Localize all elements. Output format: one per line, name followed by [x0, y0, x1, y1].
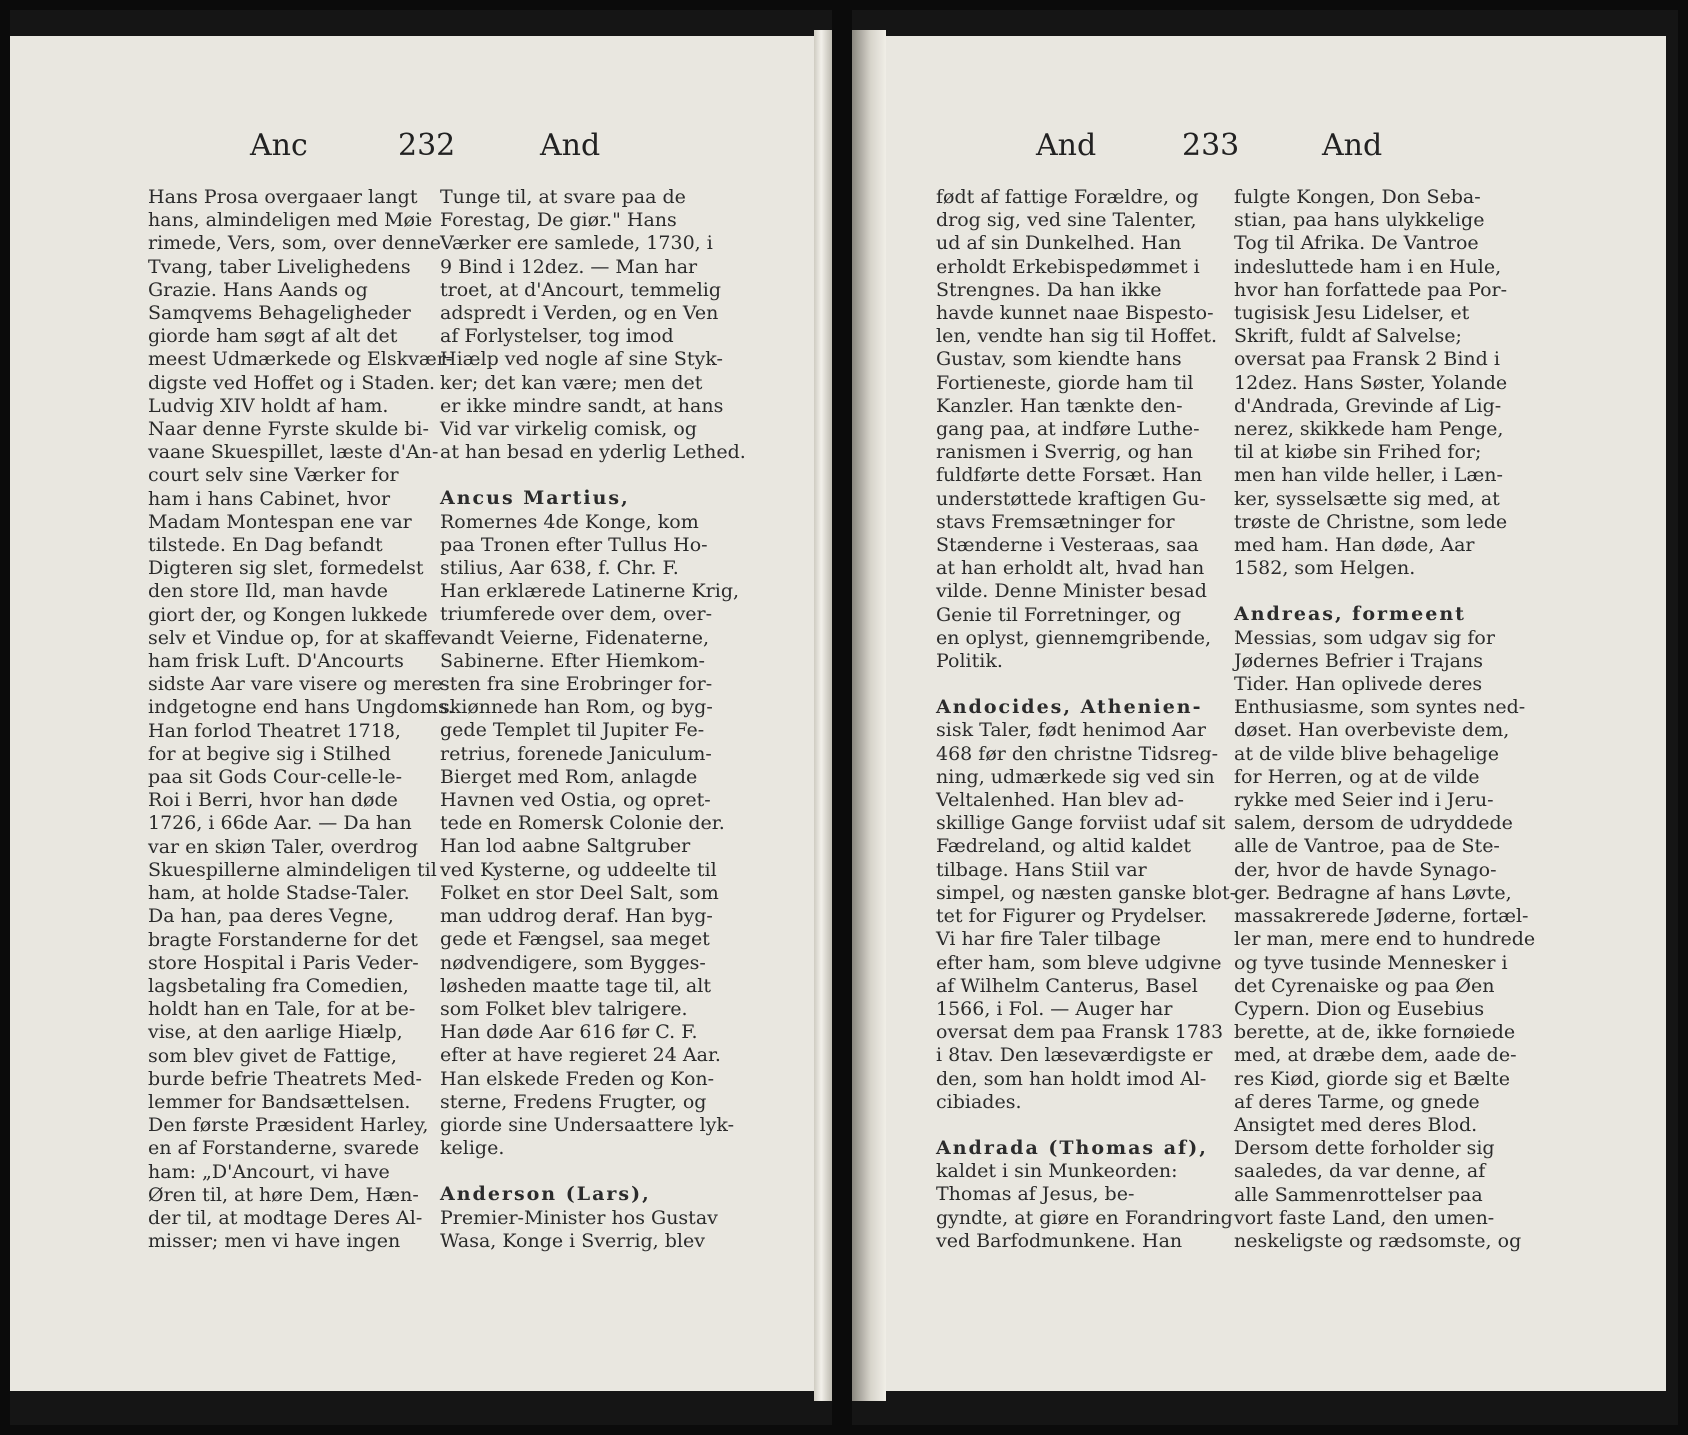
- text-line: Bierget med Rom, anlagde: [440, 765, 698, 788]
- text-line: alle de Vantroe, paa de Ste-: [1234, 835, 1500, 858]
- text-line: skillige Gange forviist udaf sit: [936, 812, 1226, 835]
- text-line: Værker ere samlede, 1730, i: [440, 232, 713, 255]
- text-line: burde befrie Theatrets Med-: [148, 1067, 422, 1090]
- text-line: Romernes 4de Konge, kom: [440, 510, 699, 533]
- text-line: salem, dersom de udryddede: [1234, 812, 1513, 835]
- text-line: rykke med Seier ind i Jeru-: [1234, 789, 1494, 812]
- text-line: ler man, mere end to hundrede: [1234, 928, 1536, 951]
- text-line: Kanzler. Han tænkte den-: [936, 394, 1183, 417]
- text-line: retrius, forenede Janiculum-: [440, 742, 712, 765]
- text-line: Han erklærede Latinerne Krig,: [440, 580, 740, 603]
- text-line: med ham. Han døde, Aar: [1234, 534, 1475, 557]
- text-line: 9 Bind i 12dez. — Man har: [440, 255, 698, 278]
- text-line: Skuespillerne almindeligen til: [148, 858, 437, 881]
- running-head-right: And: [1322, 128, 1383, 163]
- text-line: understøttede kraftigen Gu-: [936, 487, 1206, 510]
- left-page-scan: [10, 10, 832, 1425]
- text-line: giorde ham søgt af alt det: [148, 325, 398, 348]
- text-line: Samqvems Behageligheder: [148, 302, 411, 325]
- text-line: Andrada (Thomas af),: [936, 1136, 1208, 1159]
- text-line: kelige.: [440, 1137, 505, 1160]
- text-line: ning, udmærkede sig ved sin: [936, 765, 1215, 788]
- text-line: Andocides, Athenien-: [936, 696, 1203, 719]
- text-line: til at kiøbe sin Frihed for;: [1234, 441, 1482, 464]
- text-line: Han lod aabne Saltgruber: [440, 835, 691, 858]
- text-line: af deres Tarme, og gnede: [1234, 1090, 1480, 1113]
- text-line: paa Tronen efter Tullus Ho-: [440, 533, 708, 556]
- text-line: Strengnes. Da han ikke: [936, 278, 1162, 301]
- text-line: vilde. Denne Minister besad: [936, 580, 1207, 603]
- text-line: Cypern. Dion og Eusebius: [1234, 997, 1485, 1020]
- text-line: ham i hans Cabinet, hvor: [148, 487, 391, 510]
- text-line: for at begive sig i Stilhed: [148, 742, 391, 765]
- text-line: stavs Fremsætninger for: [936, 510, 1175, 533]
- text-line: ker, sysselsætte sig med, at: [1234, 487, 1500, 510]
- text-line: alle Sammenrottelser paa: [1234, 1183, 1483, 1206]
- text-line: oversat paa Fransk 2 Bind i: [1234, 348, 1500, 371]
- text-line: ham: „D'Ancourt, vi have: [148, 1160, 390, 1183]
- text-line: Han elskede Freden og Kon-: [440, 1067, 715, 1090]
- text-line: var en skiøn Taler, overdrog: [148, 835, 419, 858]
- text-line: erholdt Erkebispedømmet i: [936, 255, 1200, 278]
- text-line: rimede, Vers, som, over denne: [148, 232, 441, 255]
- text-line: holdt han en Tale, for at be-: [148, 998, 416, 1021]
- text-line: ham frisk Luft. D'Ancourts: [148, 650, 404, 673]
- text-line: i 8tav. Den læseværdigste er: [936, 1044, 1213, 1067]
- text-line: man uddrog deraf. Han byg-: [440, 905, 713, 928]
- text-line: vort faste Land, den umen-: [1234, 1206, 1495, 1229]
- text-line: at de vilde blive behagelige: [1234, 742, 1500, 765]
- text-line: den store Ild, man havde: [148, 580, 389, 603]
- left-page-column-2: [440, 186, 746, 1253]
- text-line: Premier-Minister hos Gustav: [440, 1206, 718, 1229]
- text-line: Anderson (Lars),: [440, 1183, 651, 1206]
- text-line: tede en Romersk Colonie der.: [440, 812, 725, 835]
- text-line: Fædreland, og altid kaldet: [936, 835, 1192, 858]
- text-line: hans, almindeligen med Møie: [148, 209, 433, 232]
- paragraph-gap: [440, 1160, 740, 1183]
- text-line: Hiælp ved nogle af sine Styk-: [440, 348, 723, 371]
- text-line: troet, at d'Ancourt, temmelig: [440, 278, 722, 301]
- text-line: court selv sine Værker for: [148, 464, 399, 487]
- text-line: Digteren sig slet, formedelst: [148, 557, 424, 580]
- text-line: Tog til Afrika. De Vantroe: [1234, 232, 1479, 255]
- text-line: for Herren, og at de vilde: [1234, 765, 1480, 788]
- text-line: efter ham, som bleve udgivne: [936, 951, 1222, 974]
- text-line: Andreas, formeent: [1234, 603, 1466, 626]
- text-line: oversat dem paa Fransk 1783: [936, 1021, 1224, 1044]
- text-line: d'Andrada, Grevinde af Lig-: [1234, 394, 1502, 417]
- text-line: efter at have regieret 24 Aar.: [440, 1044, 721, 1067]
- text-line: gang paa, at indføre Luthe-: [936, 418, 1200, 441]
- text-line: Vi har fire Taler tilbage: [936, 928, 1161, 951]
- text-line: Øren til, at høre Dem, Hæn-: [148, 1183, 419, 1206]
- text-line: simpel, og næsten ganske blot-: [936, 881, 1237, 904]
- text-line: Tider. Han oplivede deres: [1234, 673, 1483, 696]
- text-line: Politik.: [936, 650, 1003, 673]
- text-line: stian, paa hans ulykkelige: [1234, 209, 1485, 232]
- text-line: kaldet i sin Munkeorden:: [936, 1160, 1178, 1183]
- text-line: ranismen i Sverrig, og han: [936, 441, 1194, 464]
- running-head-left: Anc: [250, 128, 308, 163]
- text-line: ham, at holde Stadse-Taler.: [148, 882, 410, 905]
- text-line: Grazie. Hans Aands og: [148, 278, 368, 301]
- text-line: Madam Montespan ene var: [148, 510, 412, 533]
- text-line: vaane Skuespillet, læste d'An-: [148, 441, 439, 464]
- text-line: Tvang, taber Livelighedens: [148, 255, 411, 278]
- text-line: Tunge til, at svare paa de: [440, 186, 686, 208]
- text-line: Ludvig XIV holdt af ham.: [148, 394, 389, 417]
- text-line: paa sit Gods Cour-celle-le-: [148, 766, 403, 789]
- text-line: den, som han holdt imod Al-: [936, 1067, 1207, 1090]
- right-page-header: [886, 128, 1666, 172]
- text-line: Genie til Forretninger, og: [936, 603, 1182, 626]
- running-head-left: And: [1036, 128, 1097, 163]
- paragraph-gap: [440, 464, 740, 487]
- paragraph-gap: [1234, 580, 1534, 603]
- text-line: Forestag, De giør." Hans: [440, 209, 677, 232]
- text-line: gyndte, at giøre en Forandring: [936, 1206, 1233, 1229]
- text-line: er ikke mindre sandt, at hans: [440, 394, 724, 417]
- text-line: Enthusiasme, som syntes ned-: [1234, 696, 1526, 719]
- text-line: misser; men vi have ingen: [148, 1230, 401, 1253]
- text-line: Sabinerne. Efter Hiemkom-: [440, 649, 705, 672]
- text-line: at han erholdt alt, hvad han: [936, 557, 1205, 580]
- text-line: stilius, Aar 638, f. Chr. F.: [440, 557, 679, 580]
- text-line: som blev givet de Fattige,: [148, 1044, 397, 1067]
- text-line: Naar denne Fyrste skulde bi-: [148, 418, 429, 441]
- text-line: Ansigtet med deres Blod.: [1234, 1113, 1478, 1136]
- paragraph-gap: [936, 1114, 1226, 1137]
- text-line: res Kiød, giorde sig et Bælte: [1234, 1067, 1511, 1090]
- text-line: havde kunnet naae Bispesto-: [936, 302, 1214, 325]
- text-line: tilbage. Hans Stiil var: [936, 858, 1147, 881]
- text-line: Dersom dette forholder sig: [1234, 1137, 1495, 1160]
- text-line: der, hvor de havde Synago-: [1234, 858, 1497, 881]
- left-page-header: [10, 128, 814, 172]
- text-line: tet for Figurer og Prydelser.: [936, 905, 1208, 928]
- paragraph-gap: [936, 673, 1226, 696]
- book-gutter: [814, 30, 832, 1401]
- text-line: sten fra sine Erobringer for-: [440, 673, 713, 696]
- text-line: Skrift, fuldt af Salvelse;: [1234, 325, 1462, 348]
- text-line: Wasa, Konge i Sverrig, blev: [440, 1229, 705, 1252]
- text-line: Da han, paa deres Vegne,: [148, 905, 394, 928]
- text-line: Havnen ved Ostia, og opret-: [440, 789, 711, 812]
- text-line: Han døde Aar 616 før C. F.: [440, 1021, 698, 1044]
- text-line: der til, at modtage Deres Al-: [148, 1206, 423, 1229]
- text-line: Gustav, som kiendte hans: [936, 348, 1182, 371]
- text-line: indgetogne end hans Ungdoms.: [148, 696, 454, 719]
- text-line: ud af sin Dunkelhed. Han: [936, 232, 1182, 255]
- text-line: fuldførte dette Forsæt. Han: [936, 464, 1203, 487]
- text-line: berette, at de, ikke fornøiede: [1234, 1021, 1516, 1044]
- text-line: digste ved Hoffet og i Staden.: [148, 371, 436, 394]
- text-line: af Forlystelser, tog imod: [440, 325, 674, 348]
- text-line: lagsbetaling fra Comedien,: [148, 974, 409, 997]
- text-line: Stænderne i Vesteraas, saa: [936, 534, 1199, 557]
- text-line: født af fattige Forældre, og: [936, 186, 1199, 208]
- text-line: tugisisk Jesu Lidelser, et: [1234, 302, 1470, 325]
- text-line: store Hospital i Paris Veder-: [148, 951, 419, 974]
- text-line: sidste Aar vare visere og mere: [148, 673, 443, 696]
- text-line: giorde sine Undersaattere lyk-: [440, 1113, 734, 1136]
- text-line: bragte Forstanderne for det: [148, 928, 418, 951]
- text-line: en af Forstanderne, svarede: [148, 1137, 420, 1160]
- text-line: gede et Fængsel, saa meget: [440, 928, 710, 951]
- text-line: Veltalenhed. Han blev ad-: [936, 789, 1184, 812]
- text-line: trøste de Christne, som lede: [1234, 510, 1508, 533]
- book-gutter: [852, 30, 886, 1401]
- left-page-column-1: [148, 186, 454, 1253]
- text-line: og tyve tusinde Mennesker i: [1234, 951, 1508, 974]
- text-line: det Cyrenaiske og paa Øen: [1234, 974, 1495, 997]
- text-line: nødvendigere, som Bygges-: [440, 951, 706, 974]
- text-line: som Folket blev talrigere.: [440, 997, 688, 1020]
- text-line: massakrerede Jøderne, fortæl-: [1234, 905, 1529, 928]
- text-line: Thomas af Jesus, be-: [936, 1183, 1135, 1206]
- text-line: 1566, i Fol. — Auger har: [936, 997, 1173, 1020]
- text-line: neskeligste og rædsomste, og: [1234, 1229, 1522, 1252]
- text-line: selv et Vindue op, for at skaffe: [148, 626, 442, 649]
- text-line: sterne, Fredens Frugter, og: [440, 1090, 707, 1113]
- text-line: hvor han forfattede paa Por-: [1234, 278, 1508, 301]
- text-line: skiønnede han Rom, og byg-: [440, 696, 713, 719]
- text-line: len, vendte han sig til Hoffet.: [936, 325, 1218, 348]
- text-line: tilstede. En Dag befandt: [148, 534, 383, 557]
- text-line: at han besad en yderlig Lethed.: [440, 441, 746, 464]
- text-line: af Wilhelm Canterus, Basel: [936, 974, 1198, 997]
- text-line: giort der, og Kongen lukkede: [148, 603, 428, 626]
- text-line: med, at dræbe dem, aade de-: [1234, 1044, 1517, 1067]
- text-line: drog sig, ved sine Talenter,: [936, 209, 1197, 232]
- page-number: 232: [398, 128, 456, 163]
- text-line: ger. Bedragne af hans Løvte,: [1234, 881, 1512, 904]
- text-line: 468 før den christne Tidsreg-: [936, 742, 1219, 765]
- text-line: men han vilde heller, i Læn-: [1234, 464, 1503, 487]
- text-line: meest Udmærkede og Elskvær-: [148, 348, 453, 371]
- text-line: Fortieneste, giorde ham til: [936, 371, 1194, 394]
- text-line: lemmer for Bandsættelsen.: [148, 1090, 411, 1113]
- text-line: 1582, som Helgen.: [1234, 557, 1416, 580]
- text-line: Folket en stor Deel Salt, som: [440, 881, 719, 904]
- text-line: ved Kysterne, og uddeelte til: [440, 858, 717, 881]
- text-line: nerez, skikkede ham Penge,: [1234, 418, 1504, 441]
- text-line: ker; det kan være; men det: [440, 371, 703, 394]
- text-line: 12dez. Hans Søster, Yolande: [1234, 371, 1508, 394]
- running-head-right: And: [540, 128, 601, 163]
- text-line: Han forlod Theatret 1718,: [148, 719, 401, 742]
- text-line: Hans Prosa overgaaer langt: [148, 186, 418, 208]
- text-line: døset. Han overbeviste dem,: [1234, 719, 1510, 742]
- left-page: [10, 36, 814, 1391]
- text-line: indesluttede ham i en Hule,: [1234, 255, 1502, 278]
- text-line: Ancus Martius,: [440, 487, 630, 510]
- right-page-column-1: [936, 186, 1237, 1253]
- text-line: Jødernes Befrier i Trajans: [1234, 649, 1483, 672]
- text-line: saaledes, da var denne, af: [1234, 1160, 1486, 1183]
- text-line: vise, at den aarlige Hiælp,: [148, 1021, 403, 1044]
- text-line: gede Templet til Jupiter Fe-: [440, 719, 705, 742]
- text-line: vandt Veierne, Fidenaterne,: [440, 626, 710, 649]
- right-page-scan: [852, 10, 1678, 1425]
- text-line: fulgte Kongen, Don Seba-: [1234, 186, 1481, 208]
- text-line: Den første Præsident Harley,: [148, 1114, 429, 1137]
- text-line: løsheden maatte tage til, alt: [440, 974, 711, 997]
- text-line: 1726, i 66de Aar. — Da han: [148, 812, 412, 835]
- text-line: en oplyst, giennemgribende,: [936, 626, 1212, 649]
- text-line: cibiades.: [936, 1090, 1022, 1113]
- text-line: Messias, som udgav sig for: [1234, 626, 1495, 649]
- text-line: sisk Taler, født henimod Aar: [936, 719, 1206, 742]
- text-line: Roi i Berri, hvor han døde: [148, 789, 398, 812]
- right-page-column-2: [1234, 186, 1534, 1253]
- text-line: Vid var virkelig comisk, og: [440, 418, 697, 441]
- text-line: adspredt i Verden, og en Ven: [440, 302, 719, 325]
- text-line: triumferede over dem, over-: [440, 603, 713, 626]
- page-number: 233: [1182, 128, 1240, 163]
- right-page: [886, 36, 1666, 1391]
- text-line: ved Barfodmunkene. Han: [936, 1229, 1183, 1252]
